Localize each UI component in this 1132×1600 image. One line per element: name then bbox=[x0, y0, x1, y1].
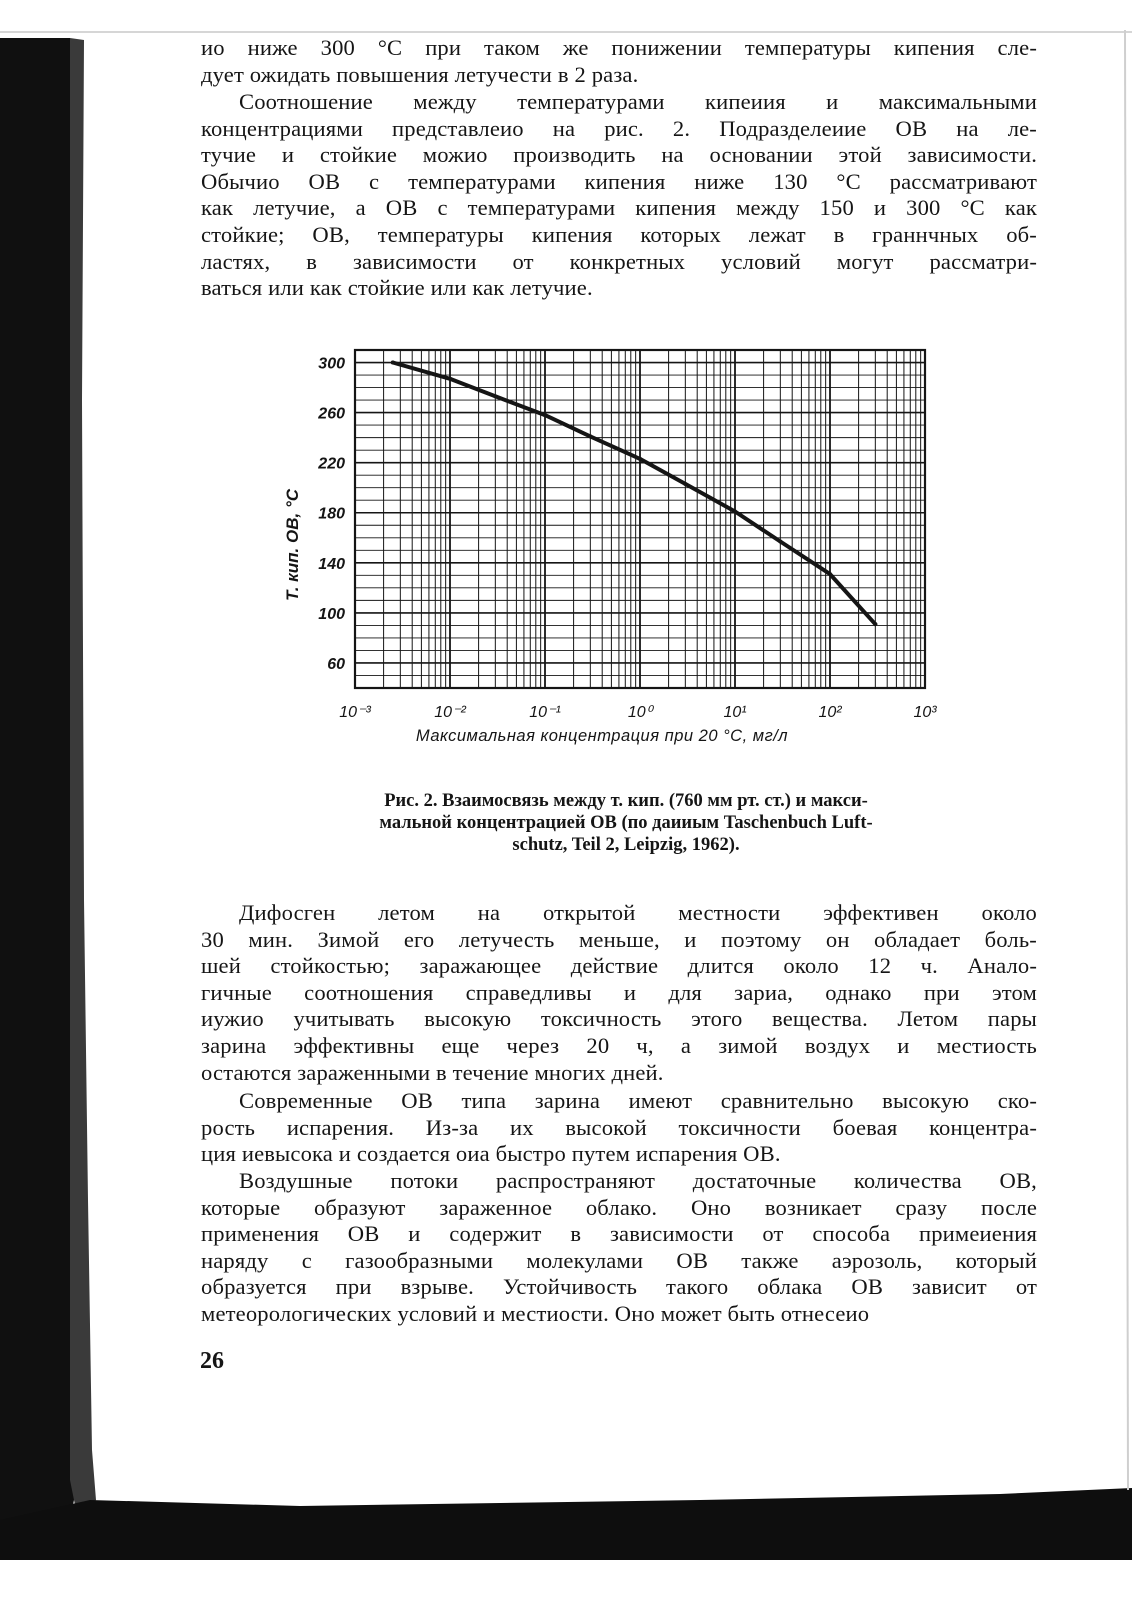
y-tick-labels bbox=[317, 356, 345, 673]
caption-line: мальной концентрацией ОВ (по даииым Taschenbuch Luft- bbox=[379, 813, 873, 833]
caption-line: schutz, Teil 2, Leipzig, 1962). bbox=[512, 835, 740, 855]
x-tick-label: 10⁻² bbox=[434, 704, 466, 721]
page-number: 26 bbox=[200, 1348, 224, 1374]
text-line: шей стойкостью; заражающее действие длится около 12 ч. Анало- bbox=[201, 953, 1037, 979]
text-line: ио ниже 300 °С при таком же понижении температуры кипения сле- bbox=[201, 35, 1037, 60]
series-point bbox=[493, 394, 497, 398]
text-line: Обычио ОВ с температурами кипения ниже 130 °С рассматривают bbox=[201, 168, 1037, 194]
x-tick-label: 10⁻¹ bbox=[529, 704, 561, 721]
figure-caption bbox=[290, 790, 962, 856]
series-line bbox=[393, 363, 876, 625]
x-tick-label: 10¹ bbox=[723, 704, 747, 721]
series-point bbox=[683, 482, 687, 486]
text-line: наряду с газообразными молекулами ОВ также аэрозоль, который bbox=[201, 1247, 1037, 1273]
y-tick-label: 140 bbox=[318, 555, 345, 573]
series-point bbox=[391, 361, 395, 365]
series-point bbox=[828, 572, 832, 576]
text-line: Соотношение между температурами кипеиия и максимальными bbox=[239, 89, 1037, 114]
text-line: тучие и стойкие можио производить на основании этой зависимости. bbox=[201, 142, 1037, 168]
y-tick-label: 60 bbox=[327, 655, 345, 673]
series-point bbox=[638, 457, 642, 461]
paragraph-3 bbox=[201, 900, 1037, 1086]
x-tick-label: 10³ bbox=[913, 704, 937, 721]
text-line: ваться или как стойкие или как летучие. bbox=[201, 275, 593, 301]
x-tick-label: 10² bbox=[818, 704, 842, 721]
x-tick-labels bbox=[339, 704, 937, 721]
text-line: рость испарения. Из-за их высокой токсичности боевая концентра- bbox=[201, 1114, 1037, 1140]
y-axis-label: Т. кип. ОВ, °С bbox=[283, 488, 302, 602]
caption-line: Рис. 2. Взаимосвязь между т. кип. (760 мм рт. ст.) и макси- bbox=[384, 791, 868, 811]
paragraph-4 bbox=[201, 1088, 1037, 1168]
y-tick-label: 220 bbox=[318, 455, 345, 473]
x-axis-label: Максимальная концентрация при 20 °С, мг/л bbox=[415, 727, 789, 745]
text-line: иужио учитывать высокую токсичность этого вещества. Летом пары bbox=[201, 1006, 1037, 1032]
text-line: зарина эффективны еще через 20 ч, а зимой воздух и местиость bbox=[201, 1032, 1037, 1058]
text-line: остаются зараженными в течение многих дней. bbox=[201, 1059, 664, 1085]
series-point bbox=[733, 509, 737, 513]
text-line: стойкие; ОВ, температуры кипения которых лежат в граннчных об- bbox=[201, 221, 1037, 247]
series-point bbox=[873, 622, 877, 626]
text-line: ция иевысока и создается оиа быстро путем испарения ОВ. bbox=[201, 1141, 781, 1167]
text-line: Воздушные потоки распространяют достаточные количества ОВ, bbox=[239, 1168, 1037, 1193]
text-line: которые образуют зараженное облако. Оно возникает сразу после bbox=[201, 1194, 1037, 1220]
paragraph-5 bbox=[201, 1168, 1037, 1328]
chart-grid bbox=[355, 350, 925, 688]
series-point bbox=[588, 434, 592, 438]
series-point bbox=[778, 540, 782, 544]
text-line: как летучие, а ОВ с температурами кипения между 150 и 300 °С как bbox=[201, 195, 1037, 221]
y-tick-label: 260 bbox=[318, 405, 345, 423]
y-tick-label: 180 bbox=[318, 505, 345, 523]
text-line: 30 мин. Зимой его летучесть меньше, и поэтому он обладает боль- bbox=[201, 926, 1037, 952]
x-tick-label: 10⁻³ bbox=[339, 704, 371, 721]
text-line: метеорологических условий и местиости. Оно может быть отнесеио bbox=[201, 1300, 870, 1326]
series-point bbox=[543, 413, 547, 417]
y-tick-label: 300 bbox=[318, 355, 345, 373]
text-line: Дифосген летом на открытой местности эффективен около bbox=[239, 900, 1037, 925]
series-point bbox=[448, 377, 452, 381]
y-tick-label: 100 bbox=[318, 605, 345, 623]
text-line: ластях, в зависимости от конкретных условий могут рассматри- bbox=[201, 248, 1037, 274]
text-line: гичные соотношения справедливы и для зариa, однако при этом bbox=[201, 979, 1037, 1005]
x-tick-label: 10⁰ bbox=[627, 704, 653, 721]
text-line: концентрациями представлеио на рис. 2. Подразделеиие ОВ на ле- bbox=[201, 115, 1037, 141]
text-line: Современные ОВ типа зарина имеют сравнительно высокую ско- bbox=[239, 1088, 1037, 1113]
text-line: образуется при взрыве. Устойчивость такого облака ОВ зависит от bbox=[201, 1274, 1037, 1300]
text-line: дует ожидать повышения летучести в 2 раза. bbox=[201, 61, 639, 87]
text-line: применения ОВ и содержит в зависимости от способа примеиения bbox=[201, 1221, 1037, 1247]
